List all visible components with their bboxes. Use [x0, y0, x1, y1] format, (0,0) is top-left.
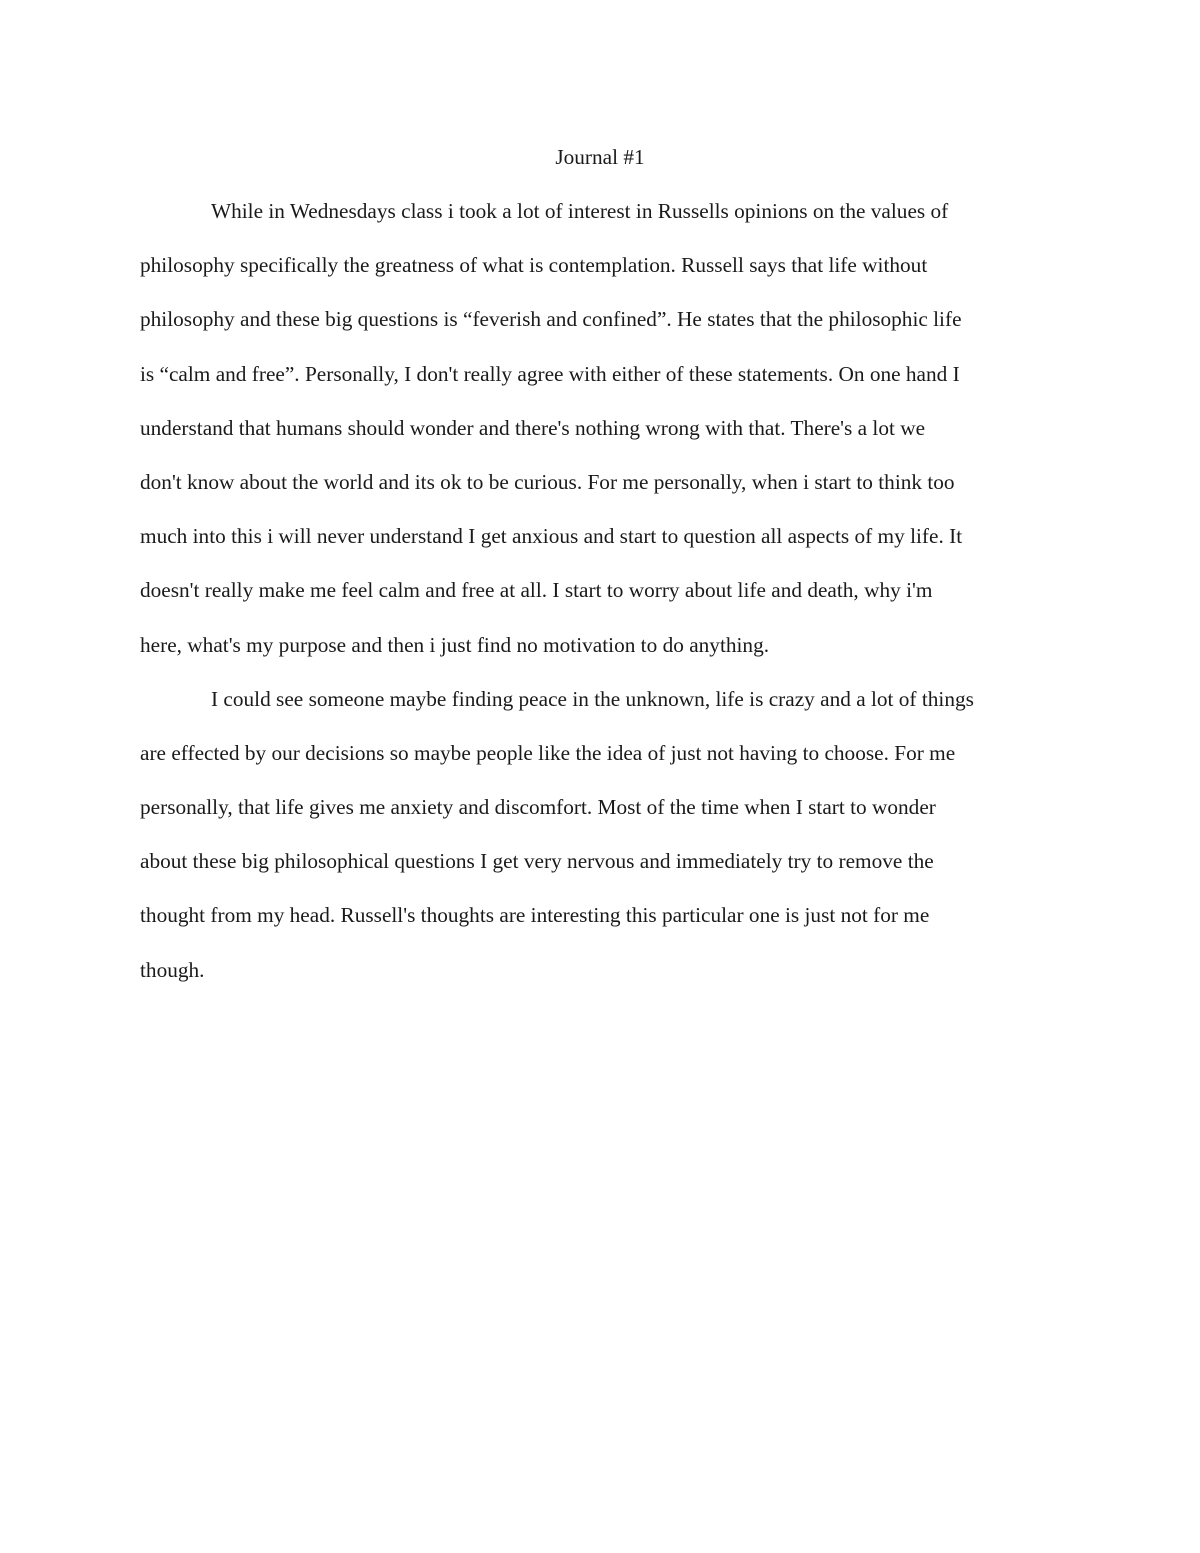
text-line: much into this i will never understand I get anxious and start to question all aspects of my life. It — [140, 524, 963, 549]
text-line: about these big philosophical questions I get very nervous and immediately try to remove the — [140, 849, 934, 874]
paragraph-2 — [140, 672, 1060, 997]
text-line: doesn't really make me feel calm and free at all. I start to worry about life and death, why i'm — [140, 578, 933, 603]
paragraph-1 — [140, 184, 1060, 672]
text-line: though. — [140, 957, 205, 982]
text-line: are effected by our decisions so maybe people like the idea of just not having to choose. For me — [140, 740, 956, 765]
document-title: Journal #1 — [555, 145, 645, 169]
text-line: thought from my head. Russell's thoughts are interesting this particular one is just not for me — [140, 903, 930, 928]
document-body — [140, 130, 1060, 997]
text-line: I could see someone maybe finding peace in the unknown, life is crazy and a lot of things — [211, 686, 974, 711]
text-line: here, what's my purpose and then i just find no motivation to do anything. — [140, 632, 770, 657]
text-line: While in Wednesdays class i took a lot of interest in Russells opinions on the values of — [211, 199, 949, 223]
text-line: philosophy specifically the greatness of what is contemplation. Russell says that life without — [140, 253, 928, 278]
text-line: is “calm and free”. Personally, I don't really agree with either of these statements. On one hand I — [140, 361, 960, 386]
text-line: don't know about the world and its ok to be curious. For me personally, when i start to think too — [140, 469, 955, 494]
text-line: personally, that life gives me anxiety and discomfort. Most of the time when I start to wonder — [140, 795, 936, 820]
text-line: understand that humans should wonder and there's nothing wrong with that. There's a lot we — [140, 415, 926, 440]
text-line: philosophy and these big questions is “feverish and confined”. He states that the philosophic life — [140, 307, 962, 332]
